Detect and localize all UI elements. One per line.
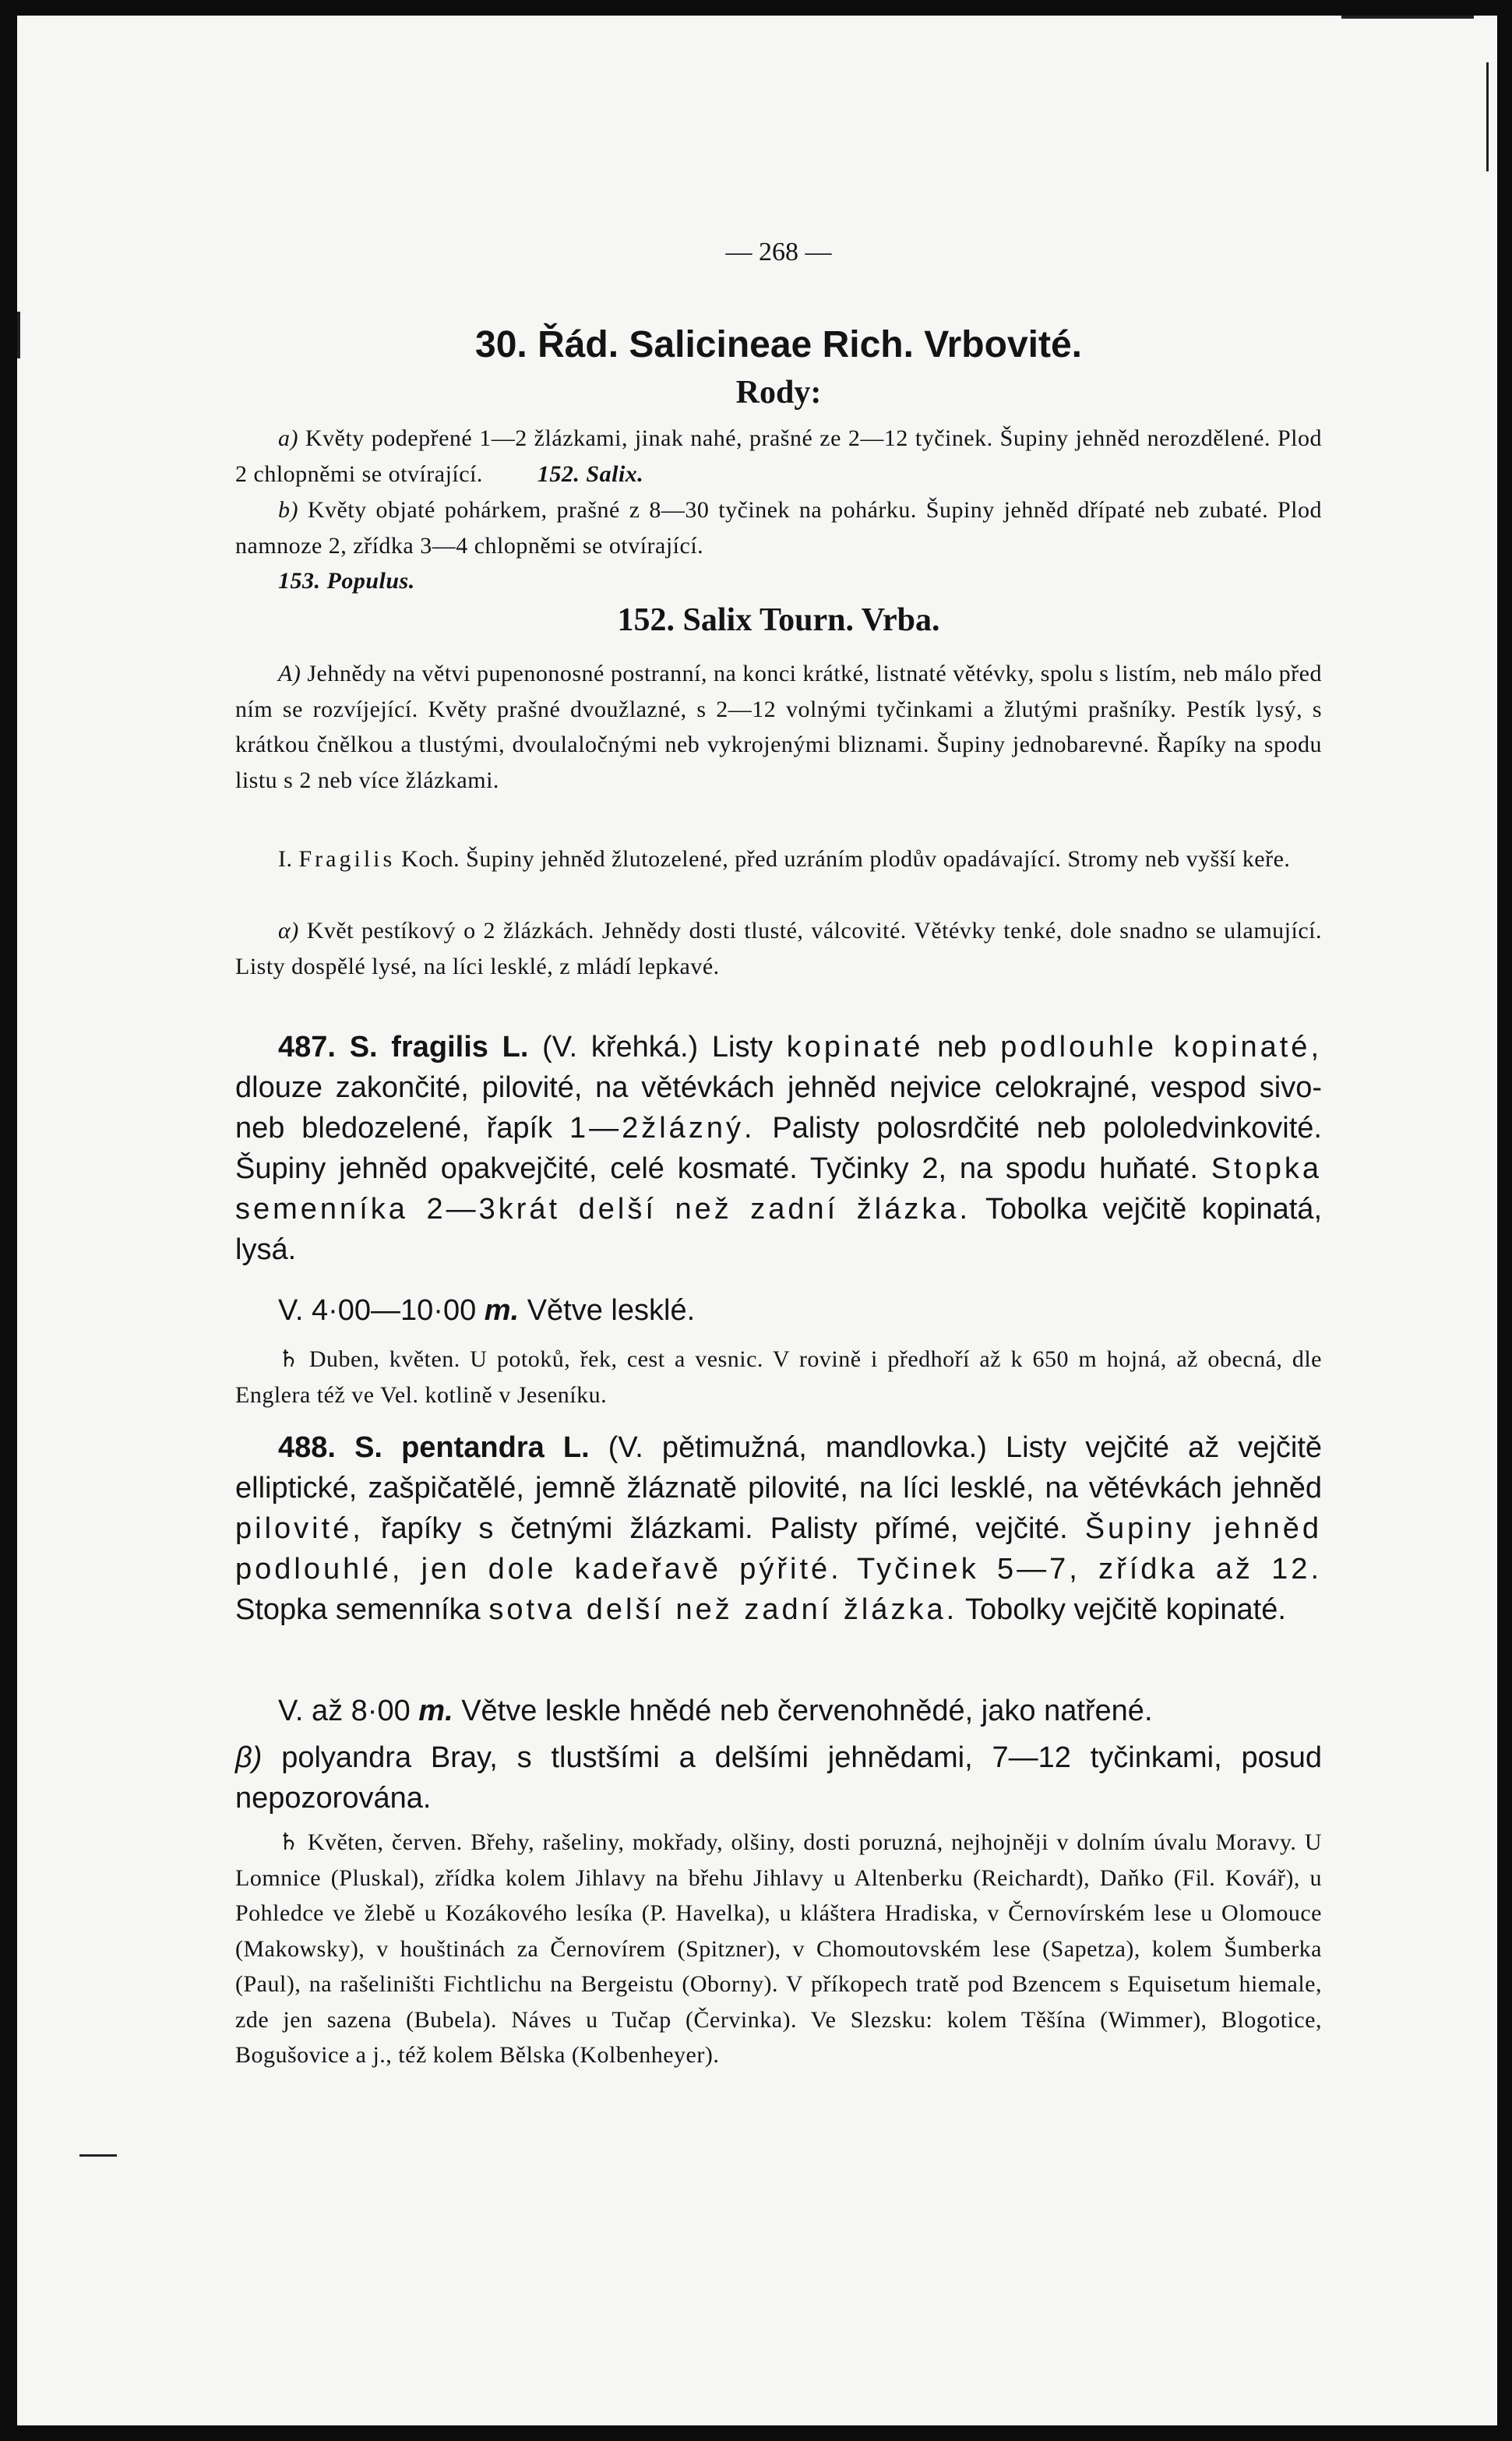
key-ref-name-b: Populus. xyxy=(326,568,415,594)
key-ref-number-b: 153. xyxy=(278,568,321,594)
key-marker-b: b) xyxy=(278,497,298,523)
key-ref-b xyxy=(235,563,1322,599)
species-488-flowering: V. až 8·00 m. Větve leskle hnědé neb červenohnědé, jako natřené. xyxy=(278,1695,1153,1727)
group-label-I: I. xyxy=(278,846,299,872)
species-488-name: S. pentandra L. xyxy=(354,1431,590,1464)
subgroup-marker-alpha: α) xyxy=(278,918,299,944)
scan-margin-dash xyxy=(79,2154,117,2157)
section-marker-A: A) xyxy=(278,661,301,686)
genus-heading: 152. Salix Tourn. Vrba. xyxy=(617,602,940,638)
key-text-b: Květy objaté pohárkem, prašné z 8—30 tyčinek na pohárku. Šupiny jehněd dřípaté neb zubaté. Plod namnoze 2, zřídka 3—4 chlopněmi se otvírající. xyxy=(235,497,1322,559)
scan-edge-mark-right xyxy=(1486,62,1489,171)
species-487-common-name: (V. křehká.) xyxy=(528,1031,699,1064)
genus-section-A xyxy=(235,656,1322,798)
page-number: — 268 — xyxy=(725,238,832,266)
rody-key-b xyxy=(235,492,1322,599)
species-488-variety-beta: β) polyandra Bray, s tlustšími a delšími jehnědami, 7—12 tyčinkami, posud nepozorována. xyxy=(235,1741,1322,1815)
key-ref-number-a: 152. xyxy=(537,460,580,487)
key-ref-name-a: Salix. xyxy=(586,460,644,487)
scan-edge-mark-left xyxy=(17,312,20,358)
subgroup-text-alpha: Květ pestíkový o 2 žlázkách. Jehnědy dosti tlusté, válcovité. Větévky tenké, dole snadno se ulamující. Listy dospělé lysé, na líci lesklé, z mládí lepkavé. xyxy=(235,918,1322,979)
species-488-distribution: ♄ Květen, červen. Břehy, rašeliny, mokřady, olšiny, dosti poruzná, nejhojněji v dolním úvalu Moravy. U Lomnice (Pluskal), zřídka kolem Jihlavy na břehu Jihlavy u Altenberku (Reichardt), Daňko (Fil. Kovář), u Pohledce ve žlebě u Kozákového lesíka (P. Havelka), u kláštera Hradiska, v Černovírském lese u Olomouce (Makowsky), v houštinách za Černovírem (Spitzner), v Chomoutovském lese (Sapetza), kolem Šumberka (Paul), na rašeliništi Fichtlichu na Bergeistu (Oborny). V příkopech tratě pod Bzencem s Equisetum hiemale, zde jen sazena (Bubela). Náves u Tučap (Červinka). Ve Slezsku: kolem Těšína (Wimmer), Blogotice, Bogušovice a j., též kolem Bělska (Kolbenheyer). xyxy=(235,1829,1322,2068)
genus-subgroup-alpha xyxy=(235,913,1322,984)
species-487-name: S. fragilis L. xyxy=(349,1031,529,1064)
species-487-description: 487. S. fragilis L. (V. křehká.) Listy kopinaté neb podlouhle kopinaté, dlouze zakončité, pilovité, na větévkách jehněd nejvice celokrajné, vespod sivo- neb bledozelené, řapík 1—2žlázný. Palisty polosrdčité neb pololedvinkovité. Šupiny jehněd opakvejčité, celé kosmaté. Tyčinky 2, na spodu huňaté. Stopka semenníka 2—3krát delší než zadní žlázka. Tobolka vejčitě kopinatá, lysá. xyxy=(235,1031,1322,1266)
book-page xyxy=(17,16,1497,2425)
species-488-description: 488. S. pentandra L. (V. pětimužná, mandlovka.) Listy vejčité až vejčitě elliptické, zašpičatělé, jemně žláznatě pilovité, na líci lesklé, na větévkách jehněd pilovité, řapíky s četnými žlázkami. Palisty přímé, vejčité. Šupiny jehněd podlouhlé, jen dole kadeřavě pýřité. Tyčinek 5—7, zřídka až 12. Stopka semenníka sotva delší než zadní žlázka. Tobolky vejčitě kopinaté. xyxy=(235,1431,1323,1626)
species-487-number: 487. xyxy=(278,1031,336,1064)
variety-marker-beta: β) xyxy=(235,1741,263,1774)
genus-group-I xyxy=(235,841,1322,877)
species-488-common-name: (V. pětimužná, mandlovka.) xyxy=(589,1431,987,1464)
rody-key-a xyxy=(235,421,1322,492)
section-text-A: Jehnědy na větvi pupenonosné postranní, na konci krátké, listnaté větévky, spolu s listím, neb málo před ním se rozvíjející. Květy prašné dvoužlazné, s 2—12 volnými tyčinkami a žlutými prašníky. Pestík lysý, s krátkou čnělkou a tlustými, dvoulaločnými neb vykrojenými bliznami. Šupiny jednobarevné. Řapíky na spodu listu s 2 neb více žlázkami. xyxy=(235,661,1322,793)
species-487-flowering: V. 4·00—10·00 m. Větve lesklé. xyxy=(278,1294,696,1327)
order-title: 30. Řád. Salicineae Rich. Vrbovité. xyxy=(475,324,1082,365)
shrub-symbol-icon: ♄ xyxy=(278,1829,300,1855)
shrub-symbol-icon: ♄ xyxy=(278,1346,300,1372)
species-487-distribution: ♄ Duben, květen. U potoků, řek, cest a vesnic. V rovině i předhoří až k 650 m hojná, až obecná, dle Englera též ve Vel. kotlině v Jeseníku. xyxy=(235,1346,1322,1408)
species-488-number: 488. xyxy=(278,1431,336,1464)
rody-heading: Rody: xyxy=(735,375,822,411)
group-name-I: Fragilis xyxy=(298,846,396,872)
key-text-a: Květy podepřené 1—2 žlázkami, jinak nahé, prašné ze 2—12 tyčinek. Šupiny jehněd nerozdělené. Plod 2 chlopněmi se otvírající. xyxy=(235,425,1322,487)
group-text-I: Koch. Šupiny jehněd žlutozelené, před uzráním plodův opadávající. Stromy neb vyšší keře. xyxy=(395,846,1291,872)
key-marker-a: a) xyxy=(278,425,298,451)
scan-edge-mark-top xyxy=(1341,16,1474,19)
